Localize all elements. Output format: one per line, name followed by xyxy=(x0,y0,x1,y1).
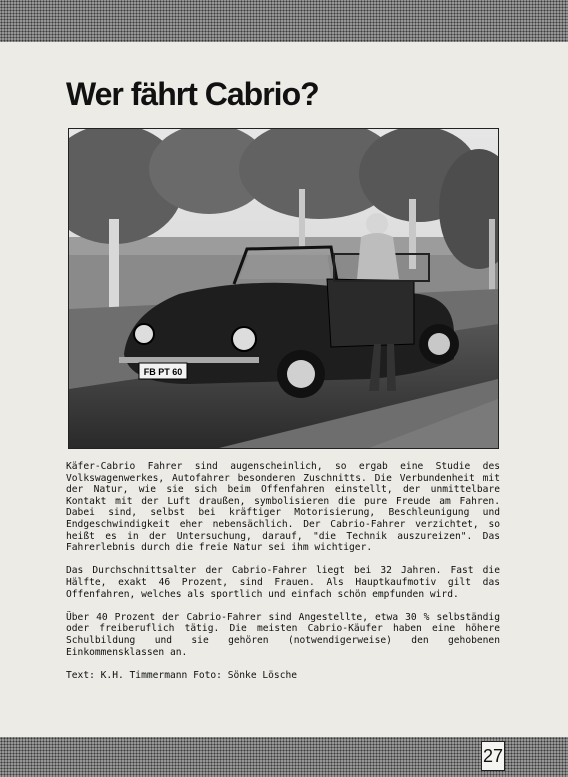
article-body xyxy=(66,461,500,693)
photo-text-credit: Text: K.H. Timmermann Foto: Sönke Lösche xyxy=(66,669,298,681)
page-title: Wer fährt Cabrio? xyxy=(66,76,319,112)
paragraph-1: Käfer-Cabrio Fahrer sind augenscheinlich, so ergab eine Studie des Volkswagenwerkes, Autofahrer besonderen Zuschnitts. Die Verbundenheit mit der Natur, wie sie sich beim Offenfahren einstellt, der unmittelbare Kontakt mit der Luft draußen, symbolisieren die pure Freude am Fahren. Dabei sind, selbst bei kräftiger Motorisierung, Beschleunigung und Endgeschwindigkeit eher nebensächlich. Der Cabrio-Fahrer verzichtet, so heißt es in der Untersuchung, darauf, "die Technik auszureizen". Das Fahrerlebnis durch die freie Natur sei ihm wichtiger. xyxy=(66,461,500,554)
license-plate-text: FB PT 60 xyxy=(143,367,183,377)
page-number: 27 xyxy=(481,741,505,771)
cabrio-photo-image xyxy=(69,129,498,448)
top-halftone-band xyxy=(0,0,568,42)
paragraph-3: Über 40 Prozent der Cabrio-Fahrer sind Angestellte, etwa 30 % selbständig oder freiberuflich tätig. Die meisten Cabrio-Käufer haben eine höhere Schulbildung und sie gehören (notwendigerweise) den gehobenen Einkommensklassen an. xyxy=(66,611,500,658)
cabrio-photo xyxy=(68,128,499,449)
paragraph-2: Das Durchschnittsalter der Cabrio-Fahrer liegt bei 32 Jahren. Fast die Hälfte, exakt 46 Prozent, sind Frauen. Als Hauptkaufmotiv gilt das Offenfahren, welches als sportlich und einfach schön empfunden wird. xyxy=(66,565,500,600)
